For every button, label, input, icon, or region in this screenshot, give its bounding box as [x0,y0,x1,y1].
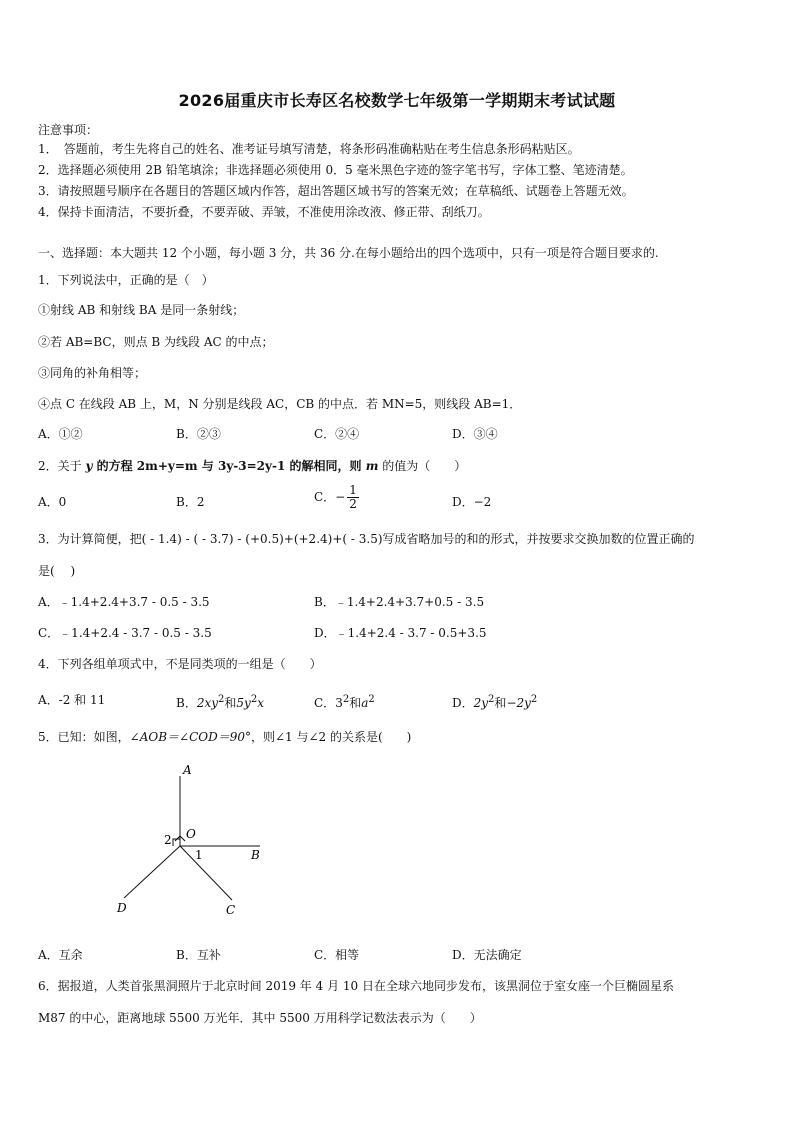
q1-statement-2: ②若 AB=BC，则点 B 为线段 AC 的中点； [38,335,274,349]
q5-option-a[interactable]: A．互余 [38,948,83,962]
q2-option-d[interactable]: D．−2 [452,495,492,509]
superscript: 2 [368,694,375,705]
q1-stem: 1．下列说法中，正确的是（ ） [38,273,214,287]
q1-option-a[interactable]: A．①② [38,427,83,441]
fraction-denominator: 2 [349,497,357,511]
q4-option-b[interactable] [176,692,264,711]
q3-stem-line2: 是( ) [38,564,76,578]
q2-stem [38,458,466,474]
q2-var-m: m [365,459,379,473]
q2-option-c[interactable] [314,484,361,511]
q4-option-a[interactable]: A．-2 和 11 [38,693,106,707]
q4-option-d-label: D． [452,696,474,710]
q2-stem-suffix: 的值为（ ） [378,459,467,473]
notice-item-2: 2．选择题必须使用 2B 铅笔填涂；非选择题必须使用 0．5 毫米黑色字迹的签字笔书写，字体工整、笔迹清楚。 [38,163,633,177]
q2-option-c-label: C． [314,490,336,504]
label-angle-2: 2 [164,833,172,847]
q1-statement-4: ④点 C 在线段 AB 上，M，N 分别是线段 AC，CB 的中点．若 MN=5，则线段 AB=1． [38,397,522,411]
q1-option-d[interactable]: D．③④ [452,427,498,441]
q3-stem-line1: 3．为计算简便，把( - 1.4) - ( - 3.7) - (+0.5)+(+2.4)+( - 3.5)写成省略加号的和的形式，并按要求交换加数的位置正确的 [38,532,695,546]
notice-item-3: 3．请按照题号顺序在各题目的答题区域内作答，超出答题区域书写的答案无效；在草稿纸、试题卷上答题无效。 [38,184,634,198]
q1-statement-1: ①射线 AB 和射线 BA 是同一条射线； [38,303,245,317]
q5-option-c[interactable]: C．相等 [314,948,360,962]
label-o: O [186,827,196,841]
q4-option-b-and: 和 [224,696,237,710]
q5-angle-figure [110,760,280,920]
notice-heading: 注意事项： [38,123,99,137]
label-c: C [226,903,236,917]
q4-option-d-and: 和 [494,696,507,710]
q4-option-c-label: C． [314,696,336,710]
q2-var-y: y [85,459,93,473]
q4-option-d-expr1: 2y [473,696,489,710]
label-b: B [251,848,260,862]
q3-option-d[interactable]: D．﹣1.4+2.4 - 3.7 - 0.5+3.5 [314,626,487,640]
q2-stem-prefix: 2．关于 [38,459,86,473]
q6-stem-line2: M87 的中心，距离地球 5500 万光年．其中 5500 万用科学记数法表示为（ ） [38,1011,482,1025]
q3-option-a[interactable]: A．﹣1.4+2.4+3.7 - 0.5 - 3.5 [38,595,210,609]
notice-item-4: 4．保持卡面清洁，不要折叠，不要弄破、弄皱，不准使用涂改液、修正带、刮纸刀。 [38,205,490,219]
q2-option-c-fraction [347,484,359,511]
q2-stem-mid: 的方程 2m+y=m 与 3y-3=2y-1 的解相同，则 [92,459,366,473]
q1-option-b[interactable]: B．②③ [176,427,221,441]
ray-oc [180,846,232,900]
q2-option-c-sign: − [335,490,346,504]
q4-option-b-label: B． [176,696,197,710]
section-heading: 一、选择题：本大题共 12 个小题，每小题 3 分，共 36 分.在每小题给出的四个选项中，只有一项是符合题目要求的. [38,246,659,260]
q4-option-d-expr2: −2y [506,696,531,710]
q5-option-d[interactable]: D．无法确定 [452,948,522,962]
label-angle-1: 1 [195,848,203,862]
label-a: A [183,763,192,777]
q4-stem: 4．下列各组单项式中，不是同类项的一组是（ ） [38,657,322,671]
q1-statement-3: ③同角的补角相等； [38,366,147,380]
q5-stem-math: ∠AOB＝∠COD＝90° [129,730,251,744]
q4-option-c-base: 3 [335,696,343,710]
q4-option-b-expr1: 2xy [196,696,219,710]
fraction-numerator: 1 [349,483,357,497]
notice-item-1: 1． 答题前，考生先将自己的姓名、准考证号填写清楚，将条形码准确粘贴在考生信息条形码粘贴区。 [38,142,580,156]
q2-option-b[interactable]: B．2 [176,495,205,509]
q4-option-b-x: x [257,696,264,710]
superscript: 2 [488,694,495,705]
q4-option-c-a: a [361,696,369,710]
superscript: 2 [218,694,225,705]
q5-stem [38,729,411,745]
superscript: 2 [250,694,258,705]
superscript: 2 [530,694,538,705]
q4-option-c-and: 和 [349,696,362,710]
q5-stem-prefix: 5．已知：如图， [38,730,130,744]
q4-option-b-expr2: 5y [236,696,251,710]
superscript: 2 [342,694,350,705]
ray-od [124,846,180,898]
q6-stem-line1: 6．据报道，人类首张黑洞照片于北京时间 2019 年 4 月 10 日在全球六地同步发布，该黑洞位于室女座一个巨椭圆星系 [38,979,674,993]
exam-title: 2026届重庆市长寿区名校数学七年级第一学期期末考试试题 [178,91,616,110]
label-d: D [117,901,127,915]
q4-option-d[interactable] [452,692,537,711]
q3-option-c[interactable]: C．﹣1.4+2.4 - 3.7 - 0.5 - 3.5 [38,626,212,640]
q1-option-c[interactable]: C．②④ [314,427,360,441]
q4-option-c[interactable] [314,692,375,711]
q5-option-b[interactable]: B．互补 [176,948,221,962]
q3-option-b[interactable]: B．﹣1.4+2.4+3.7+0.5 - 3.5 [314,595,485,609]
q5-stem-suffix: ，则∠1 与∠2 的关系是( ) [250,730,412,744]
q2-option-a[interactable]: A．0 [38,495,67,509]
